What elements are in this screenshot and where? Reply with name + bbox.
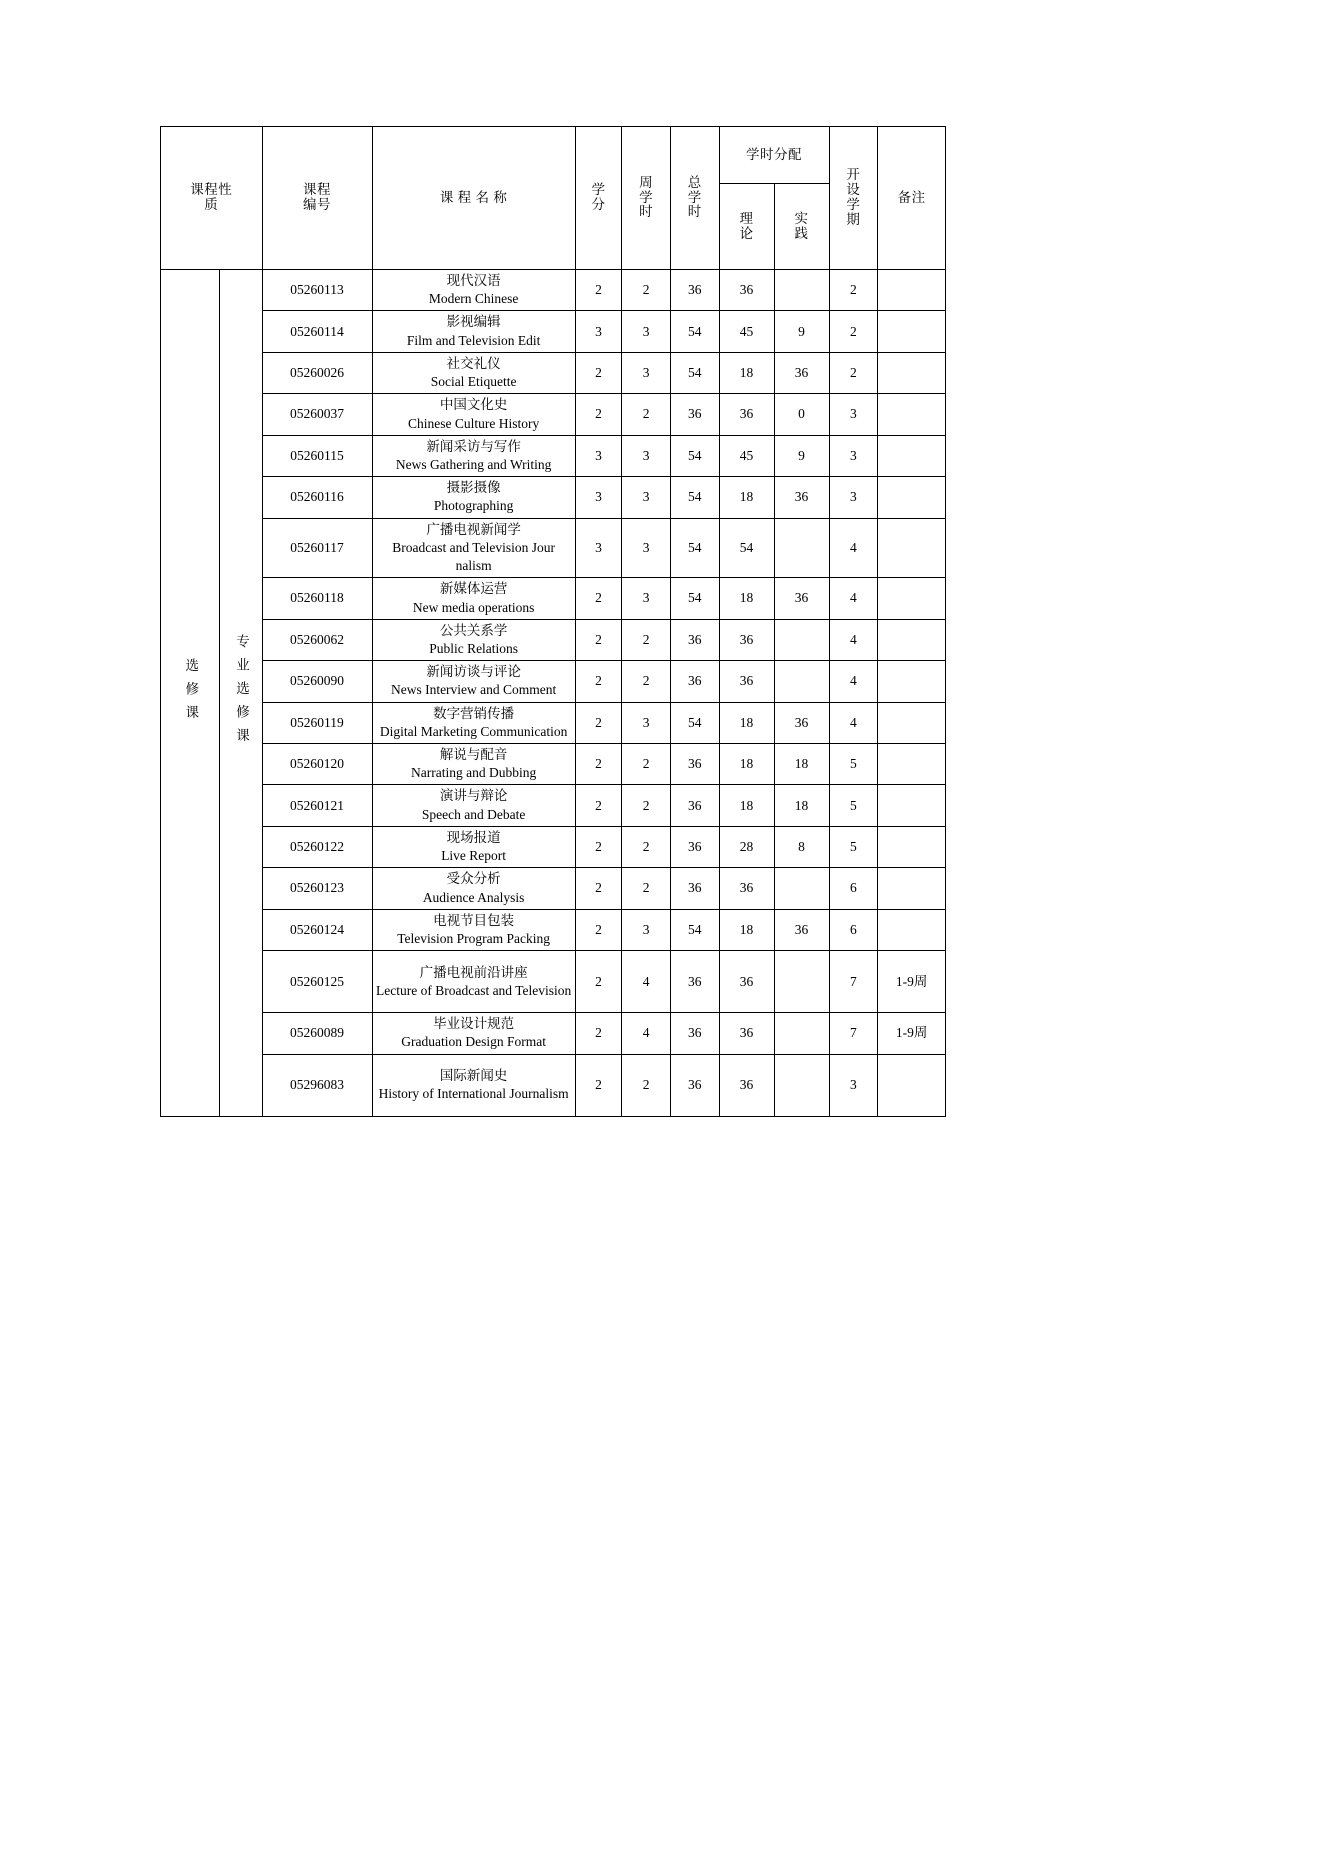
header-weekly-line3: 时 [639, 204, 654, 220]
cell-credit: 2 [575, 352, 622, 393]
header-term [829, 127, 878, 270]
cell-course-name [372, 518, 575, 578]
cell-practice-hours: 0 [774, 394, 829, 435]
cell-total-hours: 36 [670, 661, 719, 702]
cell-total-hours: 54 [670, 352, 719, 393]
cell-practice-hours: 8 [774, 826, 829, 867]
table-row [161, 518, 946, 578]
course-name-en: News Gathering and Writing [395, 456, 552, 472]
cell-weekly-hours: 2 [622, 619, 671, 660]
cell-term: 3 [829, 1054, 878, 1116]
cell-course-code: 05260123 [262, 868, 372, 909]
header-total-line1: 总 [687, 174, 702, 190]
cell-theory-hours: 45 [719, 311, 774, 352]
cell-remark [878, 619, 946, 660]
table-row [161, 394, 946, 435]
cell-total-hours: 36 [670, 785, 719, 826]
cell-course-name [372, 578, 575, 619]
cell-remark [878, 744, 946, 785]
cell-credit: 2 [575, 270, 622, 311]
cell-term: 7 [829, 951, 878, 1013]
course-name-cn: 社交礼仪 [446, 355, 501, 371]
cell-course-name [372, 661, 575, 702]
cell-credit: 2 [575, 785, 622, 826]
cell-remark [878, 394, 946, 435]
course-name-en: Social Etiquette [430, 374, 517, 390]
group-course-subcategory: 专业选修课 [220, 270, 262, 1117]
course-name-cn: 受众分析 [446, 871, 501, 887]
course-name-en: Film and Television Edit [406, 332, 541, 348]
cell-total-hours: 36 [670, 270, 719, 311]
cell-course-name [372, 702, 575, 743]
header-total-hours [670, 127, 719, 270]
cell-weekly-hours: 3 [622, 435, 671, 476]
header-weekly-line1: 周 [639, 174, 654, 190]
table-row [161, 826, 946, 867]
cell-practice-hours: 36 [774, 909, 829, 950]
cell-total-hours: 36 [670, 744, 719, 785]
cell-credit: 3 [575, 311, 622, 352]
table-row [161, 909, 946, 950]
cell-practice-hours [774, 270, 829, 311]
cell-course-code: 05260124 [262, 909, 372, 950]
cell-total-hours: 54 [670, 909, 719, 950]
cell-weekly-hours: 2 [622, 868, 671, 909]
cell-term: 2 [829, 352, 878, 393]
course-name-en: Digital Marketing Communication [379, 723, 568, 739]
group-course-nature: 选修课 [161, 270, 220, 1117]
header-hour-allocation: 学时分配 [719, 127, 829, 184]
cell-credit: 2 [575, 909, 622, 950]
cell-theory-hours: 36 [719, 1013, 774, 1054]
cell-weekly-hours: 3 [622, 909, 671, 950]
header-weekly-line2: 学 [639, 189, 654, 205]
header-credit [575, 127, 622, 270]
cell-theory-hours: 28 [719, 826, 774, 867]
cell-remark [878, 578, 946, 619]
cell-course-code: 05260115 [262, 435, 372, 476]
cell-practice-hours: 18 [774, 744, 829, 785]
cell-remark [878, 1054, 946, 1116]
cell-practice-hours: 18 [774, 785, 829, 826]
cell-term: 2 [829, 311, 878, 352]
cell-practice-hours: 9 [774, 311, 829, 352]
cell-term: 5 [829, 826, 878, 867]
cell-remark [878, 352, 946, 393]
cell-term: 5 [829, 785, 878, 826]
cell-course-name [372, 477, 575, 518]
course-name-en: Speech and Debate [421, 806, 526, 822]
cell-theory-hours: 36 [719, 1054, 774, 1116]
cell-remark [878, 311, 946, 352]
cell-theory-hours: 36 [719, 394, 774, 435]
table-row [161, 477, 946, 518]
cell-weekly-hours: 4 [622, 1013, 671, 1054]
cell-credit: 2 [575, 1013, 622, 1054]
cell-weekly-hours: 2 [622, 826, 671, 867]
course-name-cn: 解说与配音 [439, 747, 508, 763]
cell-term: 5 [829, 744, 878, 785]
header-theory-line2: 论 [739, 225, 754, 241]
course-name-en: News Interview and Comment [390, 682, 557, 698]
cell-term: 2 [829, 270, 878, 311]
cell-theory-hours: 18 [719, 702, 774, 743]
cell-course-code: 05260118 [262, 578, 372, 619]
course-name-cn: 中国文化史 [439, 397, 508, 413]
course-name-en: Modern Chinese [428, 291, 519, 307]
header-remark: 备注 [878, 127, 946, 270]
cell-remark [878, 909, 946, 950]
cell-remark: 1-9周 [878, 951, 946, 1013]
header-credit-line1: 学 [591, 182, 606, 198]
curriculum-table [160, 126, 946, 1117]
cell-practice-hours [774, 661, 829, 702]
cell-theory-hours: 45 [719, 435, 774, 476]
cell-theory-hours: 36 [719, 270, 774, 311]
cell-weekly-hours: 2 [622, 1054, 671, 1116]
cell-credit: 2 [575, 578, 622, 619]
cell-term: 4 [829, 518, 878, 578]
header-practice-line2: 践 [794, 225, 809, 241]
course-name-cn: 演讲与辩论 [439, 788, 508, 804]
cell-weekly-hours: 3 [622, 477, 671, 518]
cell-theory-hours: 18 [719, 785, 774, 826]
table-row [161, 868, 946, 909]
cell-practice-hours [774, 1054, 829, 1116]
cell-total-hours: 54 [670, 702, 719, 743]
cell-practice-hours: 36 [774, 477, 829, 518]
course-name-en: Chinese Culture History [408, 415, 540, 431]
cell-course-name [372, 352, 575, 393]
cell-credit: 2 [575, 868, 622, 909]
cell-total-hours: 54 [670, 435, 719, 476]
course-name-cn: 数字营销传播 [433, 705, 515, 721]
course-name-en: Broadcast and Television Jour nalism [392, 539, 555, 574]
table-row [161, 702, 946, 743]
header-term-line3: 学 [846, 197, 861, 212]
course-name-cn: 摄影摄像 [446, 480, 501, 496]
cell-course-code: 05260121 [262, 785, 372, 826]
cell-theory-hours: 18 [719, 909, 774, 950]
cell-practice-hours: 36 [774, 352, 829, 393]
cell-weekly-hours: 3 [622, 578, 671, 619]
header-theory-hours [719, 184, 774, 270]
cell-remark [878, 435, 946, 476]
course-name-en: Audience Analysis [422, 889, 525, 905]
cell-term: 4 [829, 578, 878, 619]
cell-course-code: 05260062 [262, 619, 372, 660]
table-row [161, 352, 946, 393]
course-name-cn: 现代汉语 [446, 273, 501, 288]
cell-course-name [372, 744, 575, 785]
cell-term: 4 [829, 702, 878, 743]
cell-course-code: 05260113 [262, 270, 372, 311]
course-name-en: Photographing [433, 498, 514, 514]
cell-theory-hours: 18 [719, 477, 774, 518]
cell-total-hours: 36 [670, 1054, 719, 1116]
cell-total-hours: 36 [670, 1013, 719, 1054]
cell-credit: 2 [575, 702, 622, 743]
cell-theory-hours: 36 [719, 868, 774, 909]
header-practice-hours [774, 184, 829, 270]
cell-weekly-hours: 4 [622, 951, 671, 1013]
cell-course-code: 05260114 [262, 311, 372, 352]
header-course-nature-line1: 课程性 [190, 182, 233, 198]
cell-course-code: 05260119 [262, 702, 372, 743]
header-course-code-line2: 编号 [303, 197, 332, 212]
header-course-code-line1: 课程 [303, 182, 332, 198]
cell-total-hours: 36 [670, 951, 719, 1013]
cell-practice-hours: 36 [774, 702, 829, 743]
header-total-line3: 时 [687, 204, 702, 220]
table-row [161, 578, 946, 619]
cell-term: 3 [829, 394, 878, 435]
cell-theory-hours: 18 [719, 352, 774, 393]
course-name-en: Live Report [441, 848, 507, 864]
cell-course-name [372, 435, 575, 476]
cell-course-name [372, 311, 575, 352]
cell-practice-hours [774, 1013, 829, 1054]
course-name-en: New media operations [412, 599, 535, 615]
cell-credit: 2 [575, 394, 622, 435]
cell-course-code: 05296083 [262, 1054, 372, 1116]
cell-theory-hours: 36 [719, 951, 774, 1013]
header-course-code [262, 127, 372, 270]
cell-theory-hours: 36 [719, 619, 774, 660]
cell-term: 4 [829, 619, 878, 660]
table-row [161, 661, 946, 702]
cell-credit: 3 [575, 518, 622, 578]
cell-course-name [372, 270, 575, 311]
table-row [161, 435, 946, 476]
cell-weekly-hours: 2 [622, 785, 671, 826]
course-name-cn: 新媒体运营 [439, 581, 508, 597]
course-name-en: Lecture of Broadcast and Television [376, 982, 572, 998]
cell-term: 3 [829, 435, 878, 476]
course-name-cn: 影视编辑 [446, 314, 501, 330]
header-term-line2: 设 [846, 182, 861, 198]
cell-total-hours: 54 [670, 311, 719, 352]
cell-theory-hours: 18 [719, 744, 774, 785]
table-row [161, 311, 946, 352]
cell-course-name [372, 619, 575, 660]
cell-credit: 2 [575, 661, 622, 702]
table-row [161, 1054, 946, 1116]
header-term-line1: 开 [846, 167, 861, 183]
cell-weekly-hours: 2 [622, 270, 671, 311]
course-name-cn: 广播电视前沿讲座 [419, 964, 528, 980]
cell-weekly-hours: 2 [622, 394, 671, 435]
cell-course-name [372, 909, 575, 950]
course-name-en: Graduation Design Format [401, 1034, 546, 1050]
header-theory-line1: 理 [739, 210, 754, 226]
cell-weekly-hours: 3 [622, 352, 671, 393]
header-total-line2: 学 [687, 189, 702, 205]
cell-course-name [372, 394, 575, 435]
header-term-line4: 期 [846, 211, 861, 227]
header-weekly-hours [622, 127, 671, 270]
cell-total-hours: 54 [670, 578, 719, 619]
table-row [161, 619, 946, 660]
cell-course-code: 05260122 [262, 826, 372, 867]
cell-course-code: 05260089 [262, 1013, 372, 1054]
table-header [161, 127, 946, 270]
table-body [161, 270, 946, 1117]
cell-course-code: 05260116 [262, 477, 372, 518]
cell-term: 6 [829, 868, 878, 909]
cell-course-name [372, 951, 575, 1013]
cell-course-code: 05260117 [262, 518, 372, 578]
course-name-cn: 国际新闻史 [439, 1067, 508, 1083]
cell-total-hours: 36 [670, 394, 719, 435]
cell-remark [878, 868, 946, 909]
cell-course-code: 05260026 [262, 352, 372, 393]
cell-course-code: 05260090 [262, 661, 372, 702]
course-name-cn: 毕业设计规范 [433, 1016, 515, 1032]
table-row [161, 270, 946, 311]
cell-practice-hours [774, 868, 829, 909]
cell-course-name [372, 785, 575, 826]
header-course-nature [161, 127, 263, 270]
cell-remark [878, 477, 946, 518]
cell-course-code: 05260037 [262, 394, 372, 435]
cell-total-hours: 36 [670, 868, 719, 909]
cell-weekly-hours: 2 [622, 661, 671, 702]
cell-credit: 2 [575, 951, 622, 1013]
cell-weekly-hours: 3 [622, 518, 671, 578]
cell-remark [878, 785, 946, 826]
header-course-nature-line2: 质 [204, 197, 219, 212]
cell-credit: 2 [575, 826, 622, 867]
cell-theory-hours: 54 [719, 518, 774, 578]
cell-credit: 3 [575, 435, 622, 476]
cell-practice-hours [774, 951, 829, 1013]
cell-practice-hours: 36 [774, 578, 829, 619]
header-course-name: 课 程 名 称 [372, 127, 575, 270]
course-name-en: Narrating and Dubbing [411, 765, 537, 781]
cell-weekly-hours: 2 [622, 744, 671, 785]
cell-remark: 1-9周 [878, 1013, 946, 1054]
course-name-cn: 新闻访谈与评论 [426, 664, 521, 680]
cell-weekly-hours: 3 [622, 311, 671, 352]
course-name-en: Television Program Packing [397, 931, 551, 946]
cell-practice-hours [774, 619, 829, 660]
table-row [161, 951, 946, 1013]
cell-course-code: 05260125 [262, 951, 372, 1013]
cell-total-hours: 54 [670, 477, 719, 518]
cell-total-hours: 54 [670, 518, 719, 578]
course-name-cn: 新闻采访与写作 [426, 438, 521, 454]
cell-course-name [372, 868, 575, 909]
cell-total-hours: 36 [670, 619, 719, 660]
cell-course-name [372, 1013, 575, 1054]
cell-remark [878, 518, 946, 578]
table-row [161, 744, 946, 785]
header-practice-line1: 实 [794, 210, 809, 226]
course-name-cn: 公共关系学 [439, 622, 508, 638]
cell-term: 4 [829, 661, 878, 702]
course-name-en: Public Relations [429, 640, 519, 656]
cell-remark [878, 826, 946, 867]
cell-remark [878, 702, 946, 743]
cell-remark [878, 270, 946, 311]
table-row [161, 785, 946, 826]
cell-credit: 2 [575, 744, 622, 785]
header-credit-line2: 分 [591, 197, 606, 212]
cell-course-name [372, 826, 575, 867]
cell-practice-hours [774, 518, 829, 578]
cell-remark [878, 661, 946, 702]
cell-course-name [372, 1054, 575, 1116]
cell-term: 6 [829, 909, 878, 950]
cell-term: 3 [829, 477, 878, 518]
course-name-en: History of International Journalism [378, 1086, 569, 1102]
course-name-cn: 电视节目包装 [433, 912, 515, 928]
curriculum-table-wrapper [160, 126, 946, 1117]
cell-theory-hours: 36 [719, 661, 774, 702]
cell-credit: 2 [575, 1054, 622, 1116]
cell-weekly-hours: 3 [622, 702, 671, 743]
cell-total-hours: 36 [670, 826, 719, 867]
cell-credit: 2 [575, 619, 622, 660]
cell-practice-hours: 9 [774, 435, 829, 476]
course-name-cn: 广播电视新闻学 [426, 521, 521, 537]
cell-course-code: 05260120 [262, 744, 372, 785]
course-name-cn: 现场报道 [446, 829, 501, 845]
table-row [161, 1013, 946, 1054]
cell-credit: 3 [575, 477, 622, 518]
cell-theory-hours: 18 [719, 578, 774, 619]
cell-term: 7 [829, 1013, 878, 1054]
